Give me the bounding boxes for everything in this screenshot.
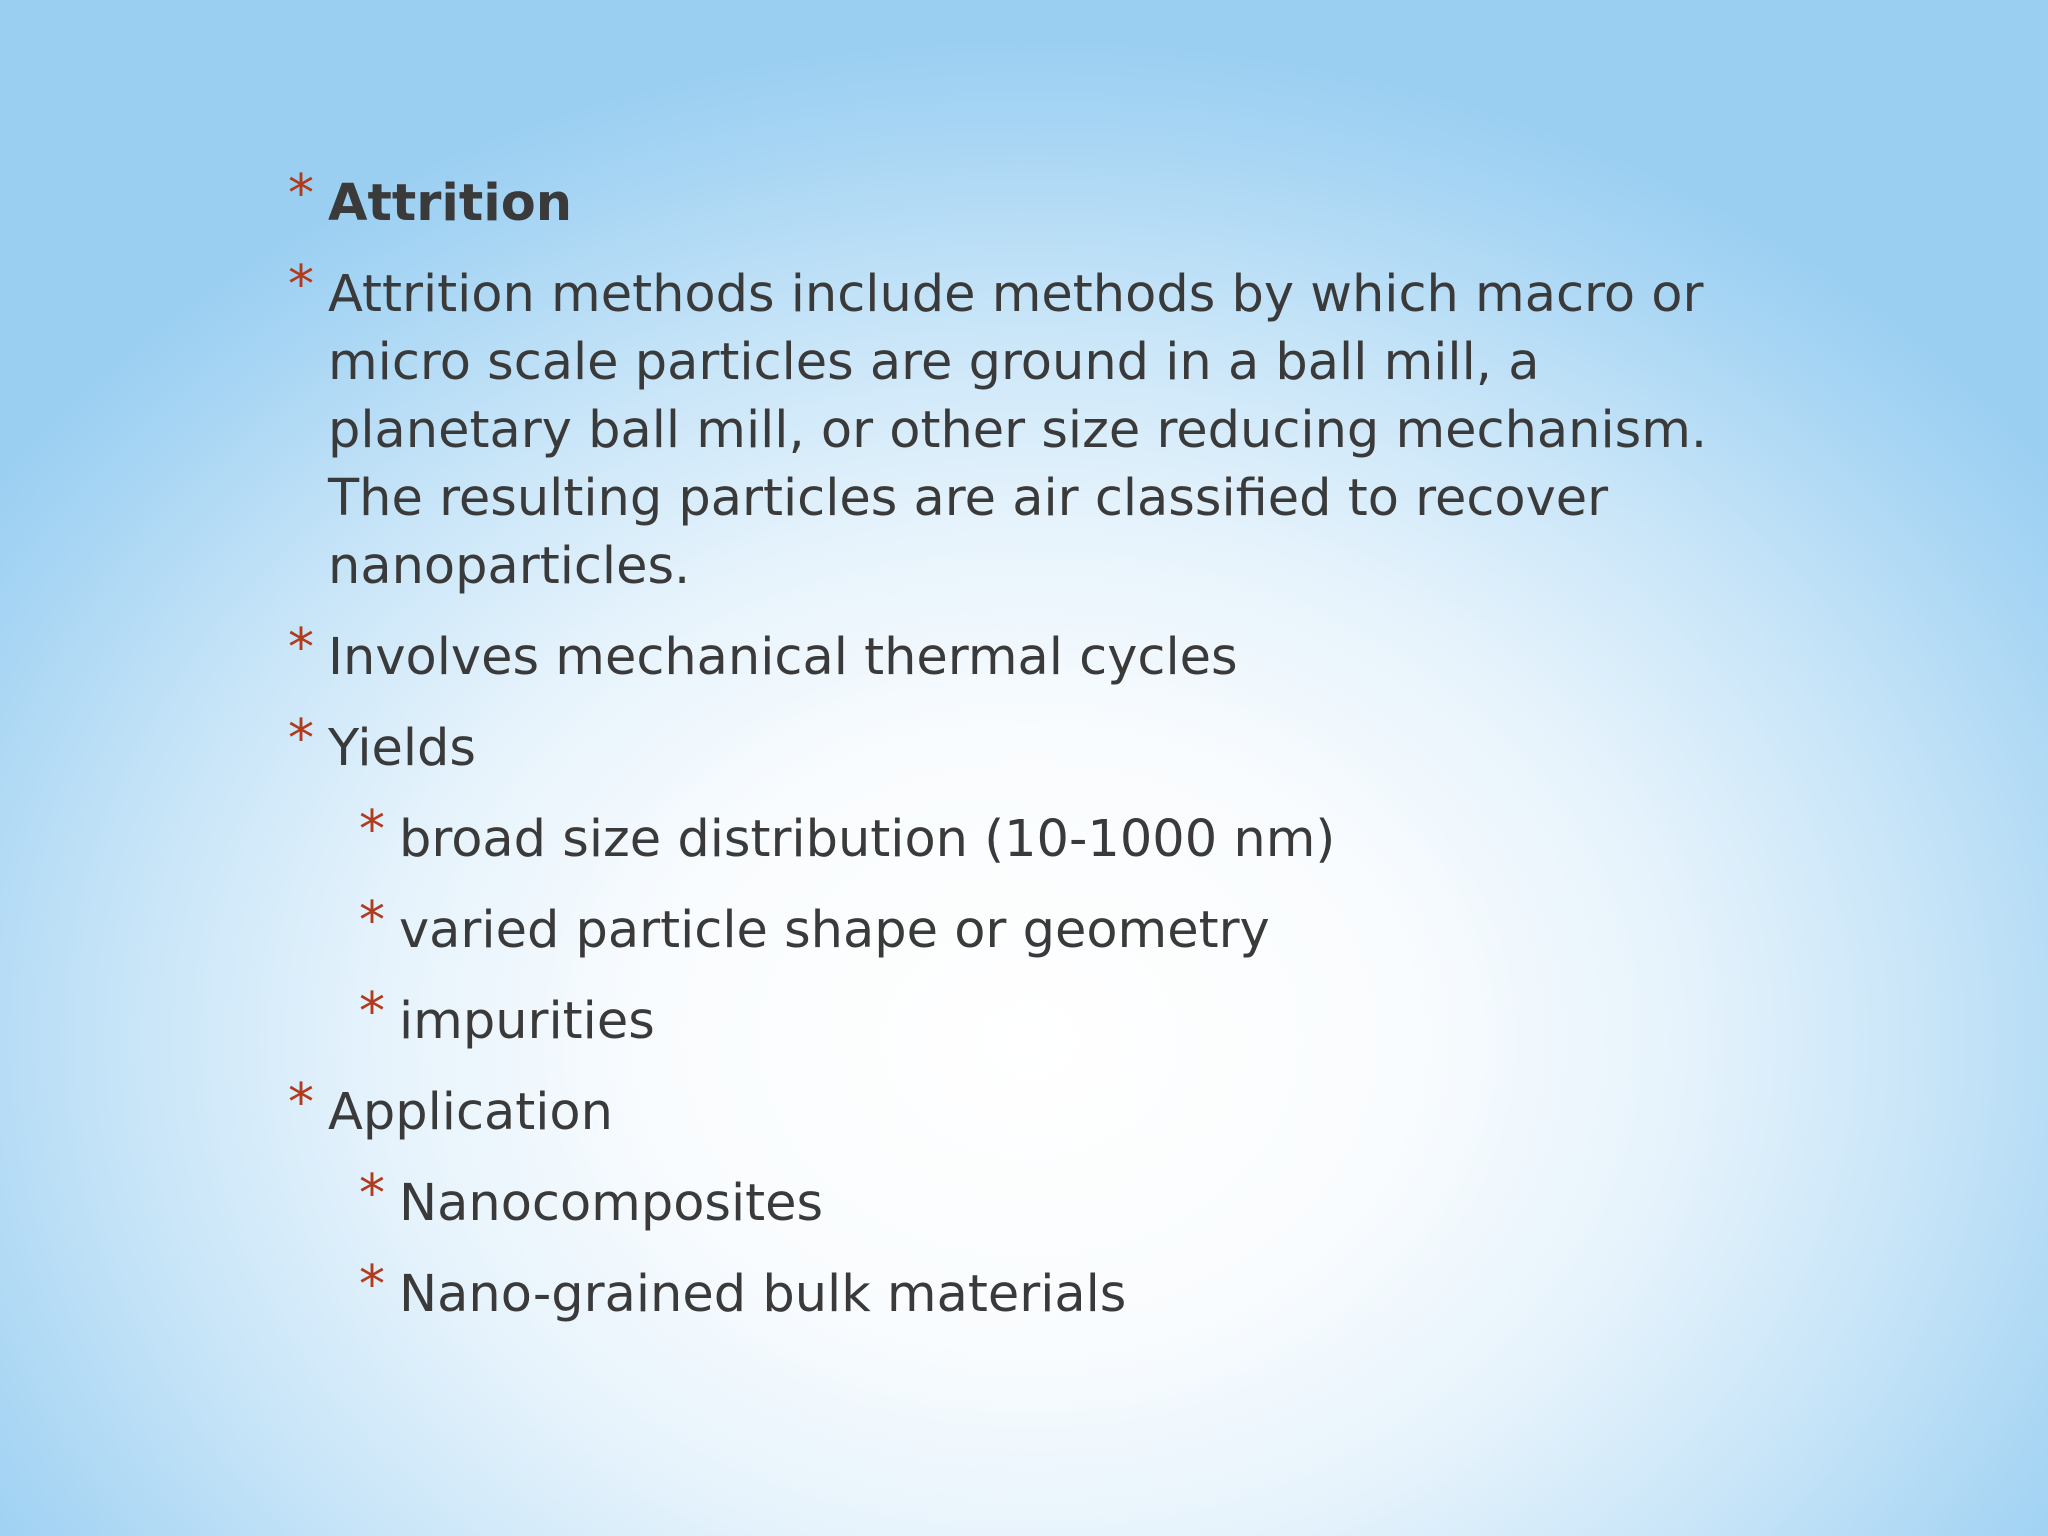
bullet-text: Yields bbox=[328, 719, 476, 778]
bullet-list bbox=[288, 164, 1708, 1352]
sub-bullet-size-distribution bbox=[359, 800, 1708, 874]
sub-bullet-particle-shape bbox=[359, 891, 1708, 965]
asterisk-bullet-icon: * bbox=[288, 709, 314, 769]
asterisk-bullet-icon: * bbox=[288, 255, 314, 315]
sub-bullet-nanocomposites bbox=[359, 1164, 1708, 1238]
bullet-text: varied particle shape or geometry bbox=[399, 901, 1270, 960]
asterisk-bullet-icon: * bbox=[359, 800, 385, 860]
bullet-text: Nanocomposites bbox=[399, 1174, 824, 1233]
asterisk-bullet-icon: * bbox=[288, 618, 314, 678]
asterisk-bullet-icon: * bbox=[359, 982, 385, 1042]
bullet-text: Attrition bbox=[328, 174, 573, 233]
asterisk-bullet-icon: * bbox=[288, 1073, 314, 1133]
bullet-item-attrition-heading bbox=[288, 164, 1708, 238]
asterisk-bullet-icon: * bbox=[359, 891, 385, 951]
asterisk-bullet-icon: * bbox=[288, 164, 314, 224]
bullet-text: broad size distribution (10-1000 nm) bbox=[399, 810, 1336, 869]
bullet-item-thermal-cycles bbox=[288, 618, 1708, 692]
sub-bullet-impurities bbox=[359, 982, 1708, 1056]
bullet-text: impurities bbox=[399, 992, 655, 1051]
bullet-text: Application bbox=[328, 1083, 613, 1142]
asterisk-bullet-icon: * bbox=[359, 1164, 385, 1224]
bullet-text: Attrition methods include methods by which macro or micro scale particles are ground in a ball mill, a planetary ball mill, or other size reducing mechanism. The resulting particles are air classified to recover nanoparticles. bbox=[328, 265, 1708, 596]
bullet-item-attrition-methods bbox=[288, 255, 1708, 601]
sub-bullet-bulk-materials bbox=[359, 1255, 1708, 1329]
bullet-text: Involves mechanical thermal cycles bbox=[328, 628, 1238, 687]
asterisk-bullet-icon: * bbox=[359, 1255, 385, 1315]
bullet-item-application bbox=[288, 1073, 1708, 1147]
bullet-item-yields bbox=[288, 709, 1708, 783]
bullet-text: Nano-grained bulk materials bbox=[399, 1265, 1127, 1324]
